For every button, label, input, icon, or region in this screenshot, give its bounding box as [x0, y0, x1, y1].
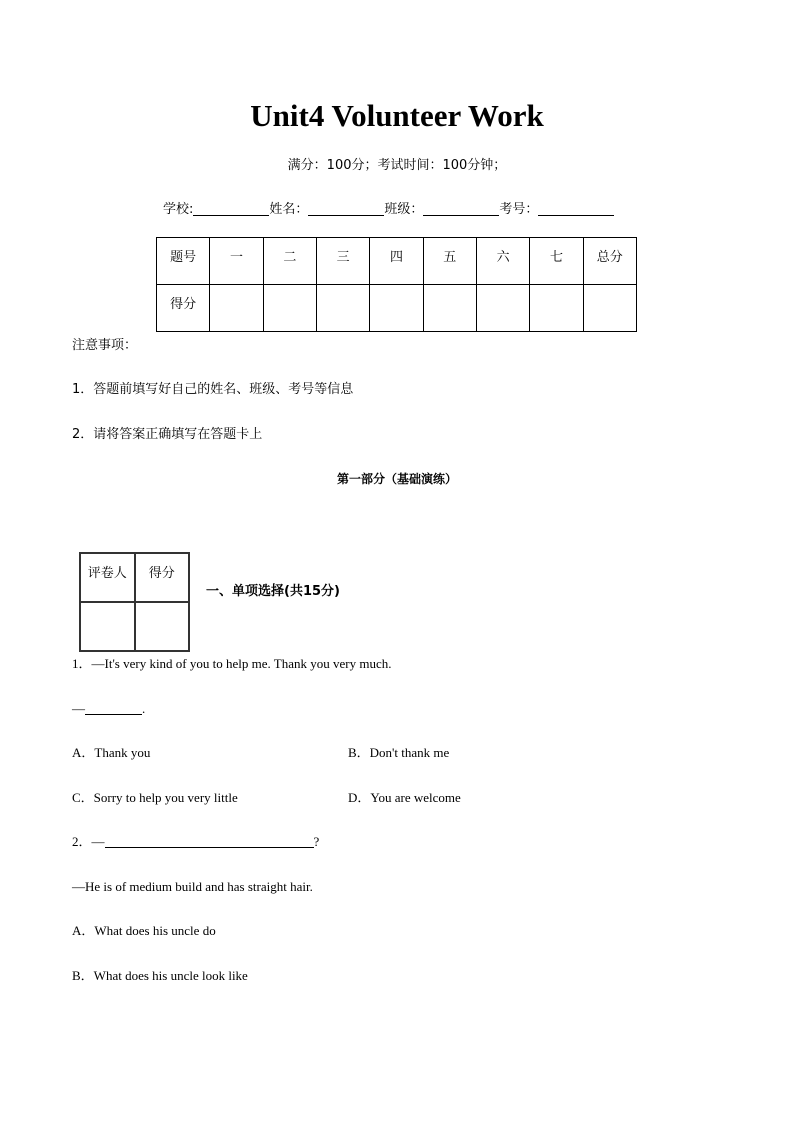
score-table — [156, 237, 637, 332]
question-2-stem-suffix: ? — [313, 834, 320, 849]
score-cell[interactable] — [370, 285, 423, 332]
grader-cell[interactable] — [80, 602, 135, 651]
header-cell: 五 — [423, 238, 476, 285]
question-1-reply — [72, 700, 145, 718]
section-title: 一、单项选择(共15分) — [206, 584, 340, 599]
header-cell: 总分 — [583, 238, 636, 285]
question-1-option-b[interactable]: B．Don't thank me — [348, 745, 450, 760]
class-blank[interactable] — [423, 201, 499, 216]
question-1-answer-blank[interactable] — [85, 701, 142, 715]
name-label: 姓名： — [269, 202, 309, 217]
exam-meta: 满分：100分；考试时间：100分钟； — [287, 158, 507, 173]
header-cell: 题号 — [157, 238, 210, 285]
question-2-stem-prefix: 2．— — [72, 834, 105, 849]
grader-score-label: 得分 — [135, 553, 190, 602]
question-2-option-b[interactable]: B．What does his uncle look like — [72, 968, 248, 983]
score-cell[interactable] — [530, 285, 583, 332]
class-label: 班级： — [384, 202, 424, 217]
note-item: 2．请将答案正确填写在答题卡上 — [72, 427, 263, 442]
score-cell[interactable] — [476, 285, 529, 332]
score-cell[interactable] — [316, 285, 369, 332]
question-1-option-d[interactable]: D．You are welcome — [348, 790, 461, 805]
question-2-reply: —He is of medium build and has straight hair. — [72, 879, 313, 894]
exam-no-label: 考号： — [499, 202, 539, 217]
school-label: 学校: — [163, 202, 194, 217]
header-cell: 二 — [263, 238, 316, 285]
question-1-reply-prefix: — — [72, 701, 85, 716]
grader-label: 评卷人 — [80, 553, 135, 602]
question-2-option-a[interactable]: A．What does his uncle do — [72, 923, 216, 938]
header-cell: 三 — [316, 238, 369, 285]
question-1-reply-suffix: . — [142, 701, 146, 716]
header-cell: 一 — [210, 238, 263, 285]
school-blank[interactable] — [193, 201, 269, 216]
question-1-option-a[interactable]: A．Thank you — [72, 745, 151, 760]
notes-heading: 注意事项： — [72, 338, 138, 353]
question-1-stem: 1．—It's very kind of you to help me. Thank you very much. — [72, 656, 392, 671]
header-cell: 七 — [530, 238, 583, 285]
score-cell[interactable] — [583, 285, 636, 332]
question-1-option-c[interactable]: C．Sorry to help you very little — [72, 790, 238, 805]
grader-box — [79, 552, 190, 652]
header-cell: 四 — [370, 238, 423, 285]
part-title: 第一部分（基础演练） — [336, 472, 457, 486]
question-2-answer-blank[interactable] — [105, 834, 314, 848]
note-item: 1．答题前填写好自己的姓名、班级、考号等信息 — [72, 382, 354, 397]
document-title: Unit4 Volunteer Work — [250, 98, 544, 133]
student-info-line — [163, 201, 614, 219]
score-table-header-row — [157, 238, 637, 285]
score-table-score-row — [157, 285, 637, 332]
header-cell: 六 — [476, 238, 529, 285]
name-blank[interactable] — [308, 201, 384, 216]
score-row-label: 得分 — [157, 285, 210, 332]
score-cell[interactable] — [210, 285, 263, 332]
question-2-stem — [72, 833, 319, 851]
score-cell[interactable] — [263, 285, 316, 332]
grader-score-cell[interactable] — [135, 602, 190, 651]
exam-no-blank[interactable] — [538, 201, 614, 216]
score-cell[interactable] — [423, 285, 476, 332]
